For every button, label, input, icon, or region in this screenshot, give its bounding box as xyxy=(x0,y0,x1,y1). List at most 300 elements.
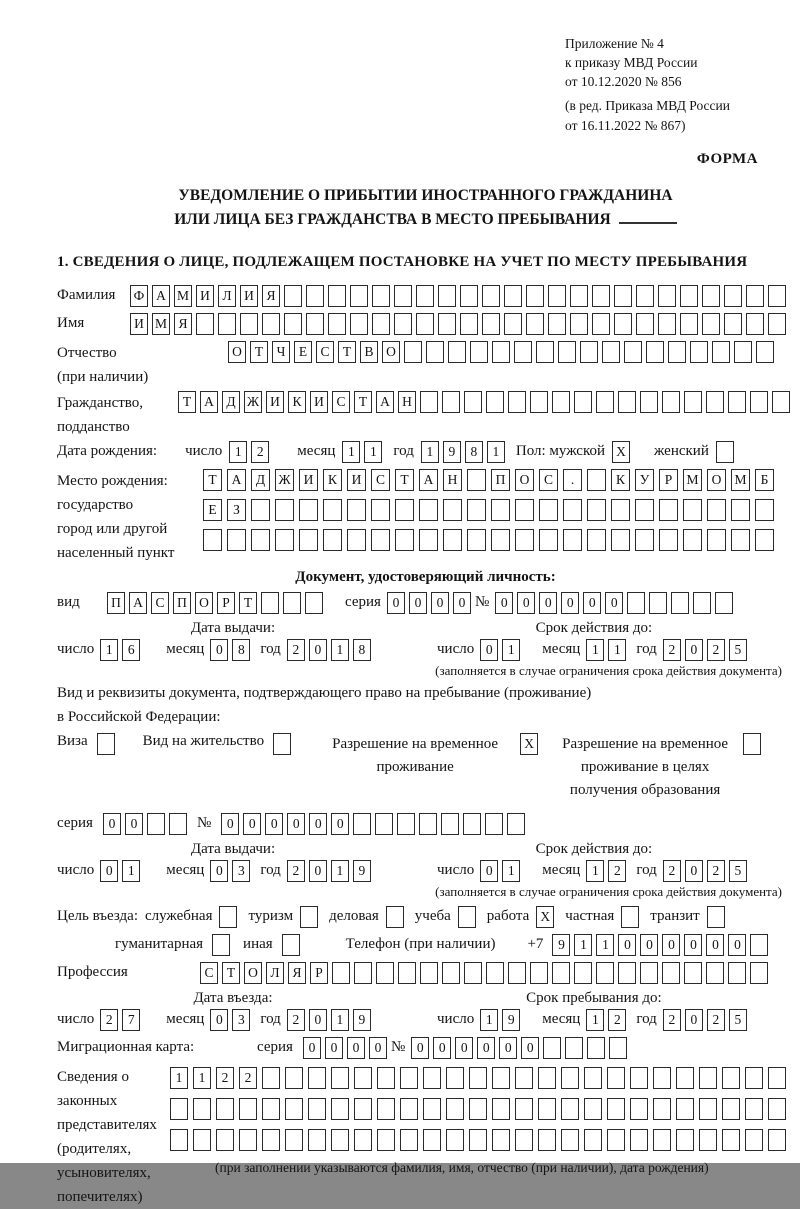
entry-date-heading: Дата въезда: xyxy=(193,989,273,1006)
char-box xyxy=(275,499,294,521)
char-box xyxy=(699,1129,717,1151)
char-box xyxy=(750,962,768,984)
char-box xyxy=(147,813,165,835)
migration-card-label: Миграционная карта: xyxy=(57,1039,195,1056)
issue-month-boxes xyxy=(210,860,254,882)
char-box xyxy=(371,499,390,521)
char-box: 0 xyxy=(221,813,239,835)
expiry-day-boxes xyxy=(480,639,524,661)
char-box: М xyxy=(683,469,702,491)
purpose-tourism-checkbox xyxy=(300,906,322,928)
stay-day-boxes xyxy=(480,1009,524,1031)
char-box xyxy=(745,1098,763,1120)
char-box: 1 xyxy=(193,1067,211,1089)
char-box: Т xyxy=(338,341,356,363)
char-box: 0 xyxy=(539,592,557,614)
section-1-heading: 1. СВЕДЕНИЯ О ЛИЦЕ, ПОДЛЕЖАЩЕМ ПОСТАНОВКЕ НА УЧЕТ ПО МЕСТУ ПРЕБЫВАНИЯ xyxy=(57,253,748,270)
char-box: Т xyxy=(250,341,268,363)
char-box xyxy=(354,962,372,984)
char-box xyxy=(543,1037,561,1059)
char-box xyxy=(514,341,532,363)
char-box: X xyxy=(612,441,630,463)
char-box xyxy=(683,529,702,551)
char-box xyxy=(284,313,302,335)
char-box xyxy=(563,529,582,551)
field-migration-card xyxy=(57,1037,794,1059)
char-box xyxy=(706,962,724,984)
month-label: месяц xyxy=(542,862,581,879)
char-box xyxy=(712,341,730,363)
char-box: 0 xyxy=(453,592,471,614)
char-box xyxy=(423,1067,441,1089)
char-box xyxy=(170,1098,188,1120)
char-box: . xyxy=(563,469,582,491)
char-box: А xyxy=(152,285,170,307)
char-box xyxy=(574,391,592,413)
char-box xyxy=(283,592,301,614)
visa-checkbox xyxy=(97,733,119,755)
residence-permit-checkbox xyxy=(273,733,295,755)
char-box: 0 xyxy=(521,1037,539,1059)
char-box xyxy=(587,499,606,521)
char-box: Н xyxy=(398,391,416,413)
char-box: 0 xyxy=(125,813,143,835)
char-box xyxy=(404,341,422,363)
char-box xyxy=(464,391,482,413)
identity-doc-row xyxy=(57,592,794,614)
day-label: число xyxy=(437,862,475,879)
char-box: 5 xyxy=(729,1009,747,1031)
char-box xyxy=(743,733,761,755)
field-given-name xyxy=(57,313,794,335)
char-box: 1 xyxy=(608,639,626,661)
char-box: С xyxy=(200,962,218,984)
char-box: Ж xyxy=(275,469,294,491)
char-box: Т xyxy=(203,469,222,491)
char-box: 1 xyxy=(586,639,604,661)
char-box: 1 xyxy=(122,860,140,882)
char-box xyxy=(323,529,342,551)
char-box xyxy=(193,1129,211,1151)
char-box xyxy=(635,499,654,521)
char-box xyxy=(426,341,444,363)
char-box xyxy=(640,391,658,413)
purpose-official-checkbox xyxy=(219,906,241,928)
entry-year-boxes xyxy=(287,1009,375,1031)
char-box: 0 xyxy=(684,934,702,956)
char-box: 3 xyxy=(232,860,250,882)
series-label: серия xyxy=(257,1039,293,1056)
field-purpose-line-2 xyxy=(57,934,794,956)
char-box xyxy=(438,313,456,335)
year-label: год xyxy=(636,862,657,879)
char-box xyxy=(731,529,750,551)
residence-doc-intro-2: в Российской Федерации: xyxy=(57,708,221,725)
char-box xyxy=(515,499,534,521)
day-label: число xyxy=(437,1011,475,1028)
char-box: 0 xyxy=(499,1037,517,1059)
char-box: А xyxy=(227,469,246,491)
char-box: 0 xyxy=(605,592,623,614)
char-box: 1 xyxy=(331,639,349,661)
char-box: К xyxy=(611,469,630,491)
char-box xyxy=(216,1129,234,1151)
char-box: 0 xyxy=(685,1009,703,1031)
char-box: Р xyxy=(310,962,328,984)
char-box xyxy=(442,962,460,984)
char-box xyxy=(728,962,746,984)
char-box: 1 xyxy=(421,441,439,463)
char-box xyxy=(375,813,393,835)
char-box xyxy=(587,529,606,551)
char-box xyxy=(676,1129,694,1151)
char-box: 0 xyxy=(640,934,658,956)
sex-male-label: Пол: мужской xyxy=(515,443,606,460)
char-box xyxy=(482,313,500,335)
purpose-official-label: служебная xyxy=(144,908,213,925)
char-box xyxy=(423,1098,441,1120)
char-box xyxy=(169,813,187,835)
char-box xyxy=(745,1129,763,1151)
char-box: 0 xyxy=(309,813,327,835)
char-box xyxy=(772,391,790,413)
char-box xyxy=(768,1129,786,1151)
sex-female-label: женский xyxy=(654,443,709,460)
entry-day-boxes xyxy=(100,1009,144,1031)
char-box: 1 xyxy=(502,639,520,661)
char-box xyxy=(755,529,774,551)
char-box xyxy=(624,341,642,363)
char-box: 0 xyxy=(309,639,327,661)
doc-series-boxes xyxy=(387,592,475,614)
char-box xyxy=(728,391,746,413)
char-box xyxy=(299,499,318,521)
char-box: П xyxy=(173,592,191,614)
char-box xyxy=(300,906,318,928)
entry-month-boxes xyxy=(210,1009,254,1031)
char-box xyxy=(469,1129,487,1151)
char-box xyxy=(561,1098,579,1120)
char-box: 1 xyxy=(342,441,360,463)
char-box: 9 xyxy=(552,934,570,956)
char-box xyxy=(536,341,554,363)
char-box: 2 xyxy=(663,639,681,661)
representatives-rows xyxy=(170,1065,791,1176)
birth-day-boxes xyxy=(229,441,273,463)
char-box xyxy=(745,1067,763,1089)
char-box: 0 xyxy=(100,860,118,882)
char-box xyxy=(460,285,478,307)
month-label: месяц xyxy=(542,1011,581,1028)
char-box xyxy=(659,529,678,551)
purpose-tourism-label: туризм xyxy=(248,908,294,925)
option-visa: Виза xyxy=(57,733,119,755)
char-box xyxy=(282,934,300,956)
char-box xyxy=(328,285,346,307)
char-box: 2 xyxy=(287,639,305,661)
char-box xyxy=(491,499,510,521)
char-box xyxy=(707,529,726,551)
migration-series-boxes xyxy=(303,1037,391,1059)
series-label: серия xyxy=(345,594,381,611)
char-box: 2 xyxy=(707,1009,725,1031)
char-box xyxy=(377,1098,395,1120)
char-box: 0 xyxy=(103,813,121,835)
char-box xyxy=(706,391,724,413)
char-box xyxy=(308,1098,326,1120)
char-box xyxy=(400,1129,418,1151)
page-title xyxy=(57,184,794,232)
appendix-line: Приложение № 4 xyxy=(565,36,664,51)
char-box: М xyxy=(731,469,750,491)
char-box xyxy=(196,313,214,335)
field-birth-date xyxy=(57,441,794,463)
char-box xyxy=(607,1129,625,1151)
birth-month-boxes xyxy=(342,441,386,463)
purpose-business-label: деловая xyxy=(329,908,379,925)
char-box xyxy=(299,529,318,551)
char-box xyxy=(570,313,588,335)
char-box xyxy=(699,1098,717,1120)
expiry-month-boxes xyxy=(586,860,630,882)
char-box xyxy=(538,1067,556,1089)
month-label: месяц xyxy=(166,1011,205,1028)
expiry-year-boxes xyxy=(663,639,751,661)
char-box xyxy=(386,906,404,928)
char-box xyxy=(515,1067,533,1089)
char-box: 9 xyxy=(353,860,371,882)
char-box xyxy=(397,813,415,835)
char-box xyxy=(354,1098,372,1120)
char-box: А xyxy=(376,391,394,413)
char-box: С xyxy=(151,592,169,614)
char-box xyxy=(420,391,438,413)
temp-residence-checkbox xyxy=(520,733,542,755)
option-edu-residence: Разрешение на временное проживание в целях получения образования xyxy=(556,733,765,803)
char-box xyxy=(618,962,636,984)
char-box xyxy=(515,1098,533,1120)
char-box xyxy=(611,499,630,521)
char-box xyxy=(756,341,774,363)
char-box xyxy=(262,1129,280,1151)
char-box: К xyxy=(323,469,342,491)
expiry-year-boxes xyxy=(663,860,751,882)
char-box xyxy=(592,313,610,335)
char-box: А xyxy=(200,391,218,413)
char-box xyxy=(395,499,414,521)
char-box: Д xyxy=(251,469,270,491)
char-box xyxy=(508,391,526,413)
representatives-row-1 xyxy=(170,1067,791,1089)
char-box xyxy=(699,1067,717,1089)
char-box xyxy=(419,529,438,551)
char-box: 8 xyxy=(353,639,371,661)
char-box: И xyxy=(240,285,258,307)
char-box: И xyxy=(130,313,148,335)
option-residence-permit: Вид на жительство xyxy=(143,733,295,755)
phone-prefix: +7 xyxy=(527,936,544,953)
purpose-work-checkbox xyxy=(536,906,558,928)
char-box xyxy=(526,313,544,335)
char-box: 1 xyxy=(596,934,614,956)
char-box xyxy=(755,499,774,521)
purpose-transit-label: транзит xyxy=(650,908,700,925)
char-box xyxy=(400,1098,418,1120)
char-box: 0 xyxy=(210,639,228,661)
char-box xyxy=(372,285,390,307)
char-box xyxy=(561,1067,579,1089)
purpose-study-label: учеба xyxy=(414,908,451,925)
char-box xyxy=(630,1129,648,1151)
char-box xyxy=(676,1067,694,1089)
char-box xyxy=(491,529,510,551)
char-box: 0 xyxy=(685,639,703,661)
title-underline xyxy=(619,221,677,224)
char-box xyxy=(395,529,414,551)
char-box xyxy=(507,813,525,835)
char-box xyxy=(212,934,230,956)
char-box xyxy=(680,285,698,307)
char-box xyxy=(423,1129,441,1151)
char-box xyxy=(467,499,486,521)
char-box xyxy=(227,529,246,551)
char-box xyxy=(354,1067,372,1089)
char-box: 0 xyxy=(480,860,498,882)
char-box xyxy=(504,313,522,335)
char-box xyxy=(97,733,115,755)
char-box: 0 xyxy=(433,1037,451,1059)
char-box: Р xyxy=(659,469,678,491)
char-box xyxy=(443,499,462,521)
char-box: 0 xyxy=(387,592,405,614)
char-box: 1 xyxy=(480,1009,498,1031)
char-box xyxy=(515,1129,533,1151)
edu-residence-checkbox xyxy=(743,733,765,755)
char-box xyxy=(636,313,654,335)
char-box xyxy=(548,313,566,335)
char-box: 2 xyxy=(663,860,681,882)
char-box: 8 xyxy=(465,441,483,463)
char-box xyxy=(306,285,324,307)
char-box xyxy=(592,285,610,307)
char-box xyxy=(285,1067,303,1089)
char-box: Т xyxy=(395,469,414,491)
issue-year-boxes xyxy=(287,639,375,661)
field-birth-place xyxy=(57,469,794,565)
char-box xyxy=(607,1098,625,1120)
char-box: О xyxy=(195,592,213,614)
char-box xyxy=(419,813,437,835)
char-box xyxy=(515,529,534,551)
day-label: число xyxy=(185,443,223,460)
birth-place-row-2 xyxy=(203,499,779,521)
char-box: 0 xyxy=(369,1037,387,1059)
purpose-transit-checkbox xyxy=(707,906,729,928)
char-box xyxy=(716,441,734,463)
char-box xyxy=(446,1067,464,1089)
char-box: П xyxy=(491,469,510,491)
month-label: месяц xyxy=(542,641,581,658)
char-box xyxy=(285,1098,303,1120)
char-box xyxy=(584,1098,602,1120)
char-box xyxy=(467,529,486,551)
char-box xyxy=(354,1129,372,1151)
char-box xyxy=(394,285,412,307)
char-box xyxy=(653,1067,671,1089)
char-box xyxy=(662,391,680,413)
char-box xyxy=(658,285,676,307)
residence-doc-series-row xyxy=(57,813,794,835)
char-box xyxy=(724,313,742,335)
char-box xyxy=(574,962,592,984)
identity-doc-note: (заполняется в случае ограничения срока действия документа) xyxy=(435,662,782,678)
char-box xyxy=(684,391,702,413)
form-label: ФОРМА xyxy=(696,150,758,167)
char-box xyxy=(331,1129,349,1151)
char-box xyxy=(768,1098,786,1120)
char-box xyxy=(306,313,324,335)
char-box xyxy=(372,313,390,335)
char-box: 2 xyxy=(100,1009,118,1031)
year-label: год xyxy=(260,862,281,879)
char-box: 0 xyxy=(495,592,513,614)
char-box: Л xyxy=(266,962,284,984)
char-box: О xyxy=(244,962,262,984)
char-box xyxy=(722,1129,740,1151)
char-box xyxy=(618,391,636,413)
char-box: 1 xyxy=(586,860,604,882)
issue-month-boxes xyxy=(210,639,254,661)
month-label: месяц xyxy=(166,641,205,658)
char-box xyxy=(438,285,456,307)
field-representatives xyxy=(57,1065,794,1209)
residence-number-boxes xyxy=(221,813,529,835)
purpose-humanitarian-label: гуманитарная xyxy=(115,936,204,953)
char-box xyxy=(580,341,598,363)
char-box xyxy=(323,499,342,521)
char-box xyxy=(636,285,654,307)
appendix-line: к приказу МВД России xyxy=(565,55,698,71)
char-box xyxy=(702,313,720,335)
number-label: № xyxy=(474,594,490,611)
char-box: 5 xyxy=(729,860,747,882)
migration-number-boxes xyxy=(411,1037,631,1059)
char-box xyxy=(587,469,606,491)
char-box: 0 xyxy=(517,592,535,614)
char-box: 0 xyxy=(477,1037,495,1059)
char-box: 0 xyxy=(347,1037,365,1059)
char-box xyxy=(653,1129,671,1151)
residence-doc-note: (заполняется в случае ограничения срока действия документа) xyxy=(435,883,782,899)
purpose-label: Цель въезда: xyxy=(57,908,138,925)
char-box xyxy=(492,341,510,363)
char-box: И xyxy=(347,469,366,491)
char-box xyxy=(671,592,689,614)
char-box xyxy=(690,341,708,363)
char-box xyxy=(635,529,654,551)
char-box xyxy=(627,592,645,614)
char-box: 0 xyxy=(561,592,579,614)
issue-day-boxes xyxy=(100,860,144,882)
char-box xyxy=(350,313,368,335)
char-box: 0 xyxy=(210,860,228,882)
char-box: 2 xyxy=(608,1009,626,1031)
char-box: 1 xyxy=(586,1009,604,1031)
char-box: 1 xyxy=(331,1009,349,1031)
char-box xyxy=(376,962,394,984)
char-box xyxy=(262,1067,280,1089)
char-box xyxy=(470,341,488,363)
